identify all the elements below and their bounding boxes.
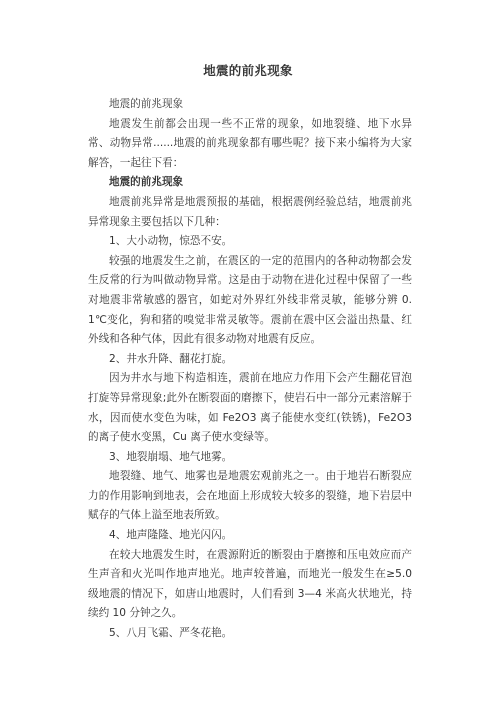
item-4-heading: 4、地声隆隆、地光闪闪。 — [109, 529, 233, 542]
item-2-heading: 2、井水升降、翻花打旋。 — [109, 352, 233, 365]
item-3-heading: 3、地裂崩塌、地气地雾。 — [109, 450, 233, 463]
document-title: 地震的前兆现象 — [203, 63, 293, 78]
section-heading: 地震的前兆现象 — [109, 176, 184, 189]
paragraph-intro: 地震发生前都会出现一些不正常的现象，如地裂缝、地下水异常、动物异常......地震的前兆现象都有哪些呢？接下来小编将为大家解答，一起往下看： — [88, 117, 412, 169]
item-3-body: 地裂缝、地气、地雾也是地震宏观前兆之一。由于地岩石断裂应力的作用影响到地表，会在地面上形成较大较多的裂缝，地下岩层中赋存的气体上溢至地表所致。 — [88, 470, 412, 522]
item-5-heading: 5、八月飞霜、严冬花艳。 — [109, 627, 233, 640]
item-2-body: 因为井水与地下构造相连，震前在地应力作用下会产生翻花冒泡打旋等异常现象;此外在断裂面的磨擦下，使岩石中一部分元素溶解于水，因而使水变色为味，如 Fe2O3 离子能使水变红(铁锈)，Fe2O3 的离子使水变黑，Cu 离子使水变绿等。 — [88, 372, 412, 444]
paragraph-intro-title: 地震的前兆现象 — [109, 98, 184, 110]
item-1-heading: 1、大小动物，惊恐不安。 — [109, 235, 233, 248]
document-body — [88, 95, 412, 644]
item-4-body: 在较大地震发生时，在震源附近的断裂由于磨擦和压电效应而产生声音和火光叫作地声地光。地声较普遍，而地光一般发生在≥5.0 级地震的情况下，如唐山地震时，人们看到 3—4 米高火状地光，持续约 10 分钟之久。 — [88, 548, 412, 620]
paragraph-overview: 地震前兆异常是地震预报的基础，根据震例经验总结，地震前兆异常现象主要包括以下几种： — [88, 195, 412, 228]
item-1-body: 较强的地震发生之前，在震区的一定的范围内的各种动物都会发生反常的行为叫做动物异常。这是由于动物在进化过程中保留了一些对地震非常敏感的器官，如蛇对外界红外线非常灵敏，能够分辨 0.1℃变化，狗和猪的嗅觉非常灵敏等。震前在震中区会溢出热量、红外线和各种气体，因此有很多动物对地震有反应。 — [88, 254, 412, 346]
